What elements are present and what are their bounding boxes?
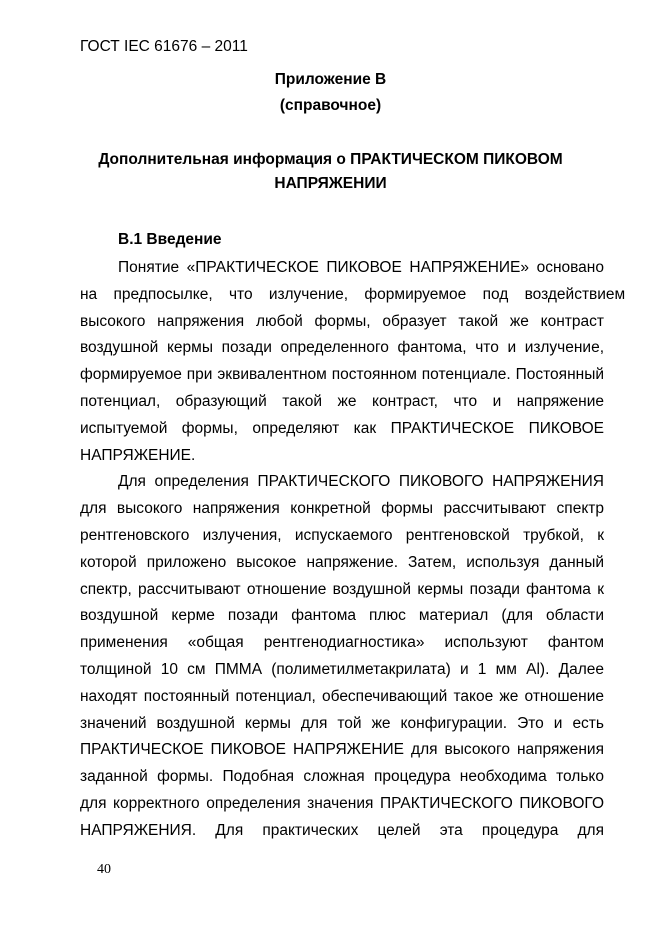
text-line: воздушной кермы позади определенного фантома, что и излучение, bbox=[80, 339, 604, 357]
page-number: 40 bbox=[97, 862, 111, 877]
text-line: НАПРЯЖЕНИЯ. Для практических целей эта процедура для bbox=[80, 821, 604, 839]
page-title-line-2: НАПРЯЖЕНИИ bbox=[274, 175, 387, 192]
text-line: ПРАКТИЧЕСКОЕ ПИКОВОЕ НАПРЯЖЕНИЕ для высокого напряжения bbox=[80, 741, 604, 759]
text-line: формируемое при эквивалентном постоянном потенциале. Постоянный bbox=[80, 366, 604, 384]
page-title-line-1: Дополнительная информация о ПРАКТИЧЕСКОМ ПИКОВОМ bbox=[98, 151, 563, 168]
text-line: для высокого напряжения конкретной формы рассчитывают спектр bbox=[80, 500, 604, 518]
document-header: ГОСТ IEC 61676 – 2011 bbox=[80, 38, 248, 55]
text-line: высокого напряжения любой формы, образует такой же контраст bbox=[80, 312, 604, 330]
annex-title: Приложение В bbox=[274, 71, 387, 88]
text-line: воздушной керме позади фантома плюс материал (для области bbox=[80, 607, 604, 625]
text-line: Понятие «ПРАКТИЧЕСКОЕ ПИКОВОЕ НАПРЯЖЕНИЕ» основано bbox=[118, 259, 604, 276]
text-line: которой приложено высокое напряжение. Затем, используя данный bbox=[80, 553, 604, 571]
text-line: на предпосылке, что излучение, формируемое под воздействием bbox=[80, 285, 626, 303]
text-line: испытуемой формы, определяют как ПРАКТИЧЕСКОЕ ПИКОВОЕ bbox=[80, 419, 604, 437]
text-line: НАПРЯЖЕНИЕ. bbox=[80, 446, 196, 464]
section-heading: В.1 Введение bbox=[118, 231, 222, 248]
annex-type: (справочное) bbox=[279, 97, 382, 114]
text-line: заданной формы. Подобная сложная процедура необходима только bbox=[80, 768, 604, 786]
text-line: спектр, рассчитывают отношение воздушной кермы позади фантома к bbox=[80, 580, 604, 598]
text-line: находят постоянный потенциал, обеспечивающий такое же отношение bbox=[80, 687, 604, 705]
text-line: рентгеновского излучения, испускаемого рентгеновской трубкой, к bbox=[80, 526, 604, 544]
text-line: потенциал, образующий такой же контраст, что и напряжение bbox=[80, 392, 604, 410]
text-line: Для определения ПРАКТИЧЕСКОГО ПИКОВОГО НАПРЯЖЕНИЯ bbox=[118, 473, 604, 491]
text-line: толщиной 10 см ПММА (полиметилметакрилата) и 1 мм Al). Далее bbox=[80, 660, 604, 678]
body-text bbox=[80, 255, 626, 845]
text-line: применения «общая рентгенодиагностика» используют фантом bbox=[80, 634, 604, 652]
text-line: значений воздушной кермы для той же конфигурации. Это и есть bbox=[80, 714, 604, 732]
text-line: для корректного определения значения ПРАКТИЧЕСКОГО ПИКОВОГО bbox=[80, 794, 604, 812]
